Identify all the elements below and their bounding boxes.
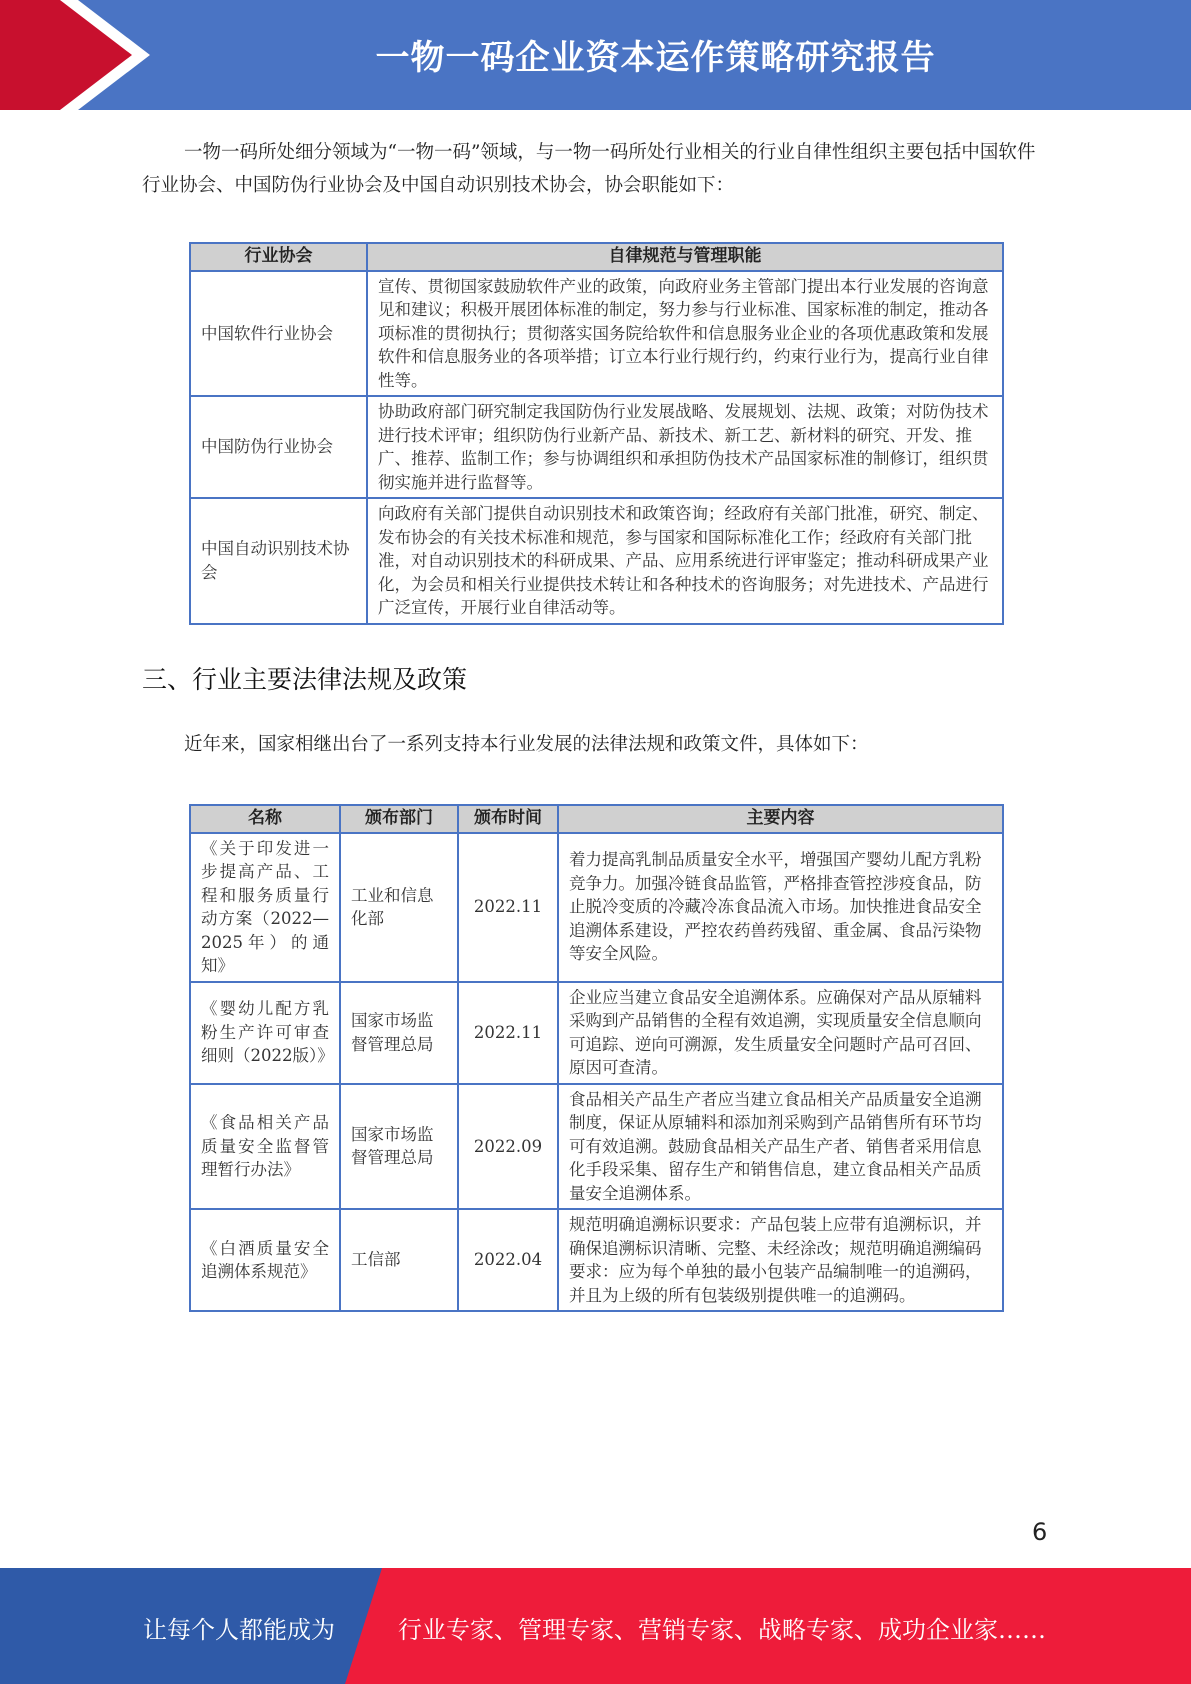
policy-content: 规范明确追溯标识要求：产品包装上应带有追溯标识，并确保追溯标识清晰、完整、未经涂改；规范明确追溯编码要求：应为每个单独的最小包装产品编制唯一的追溯码，并且为上级的所有包装级别提供唯一的追溯码。 [558,1209,1003,1311]
section-intro: 近年来，国家相继出台了一系列支持本行业发展的法律法规和政策文件，具体如下： [184,734,869,755]
policy-content: 食品相关产品生产者应当建立食品相关产品质量安全追溯制度，保证从原辅料和添加剂采购到产品销售所有环节均可有效追溯。鼓励食品相关产品生产者、销售者采用信息化手段采集、留存生产和销售信息，建立食品相关产品质量安全追溯体系。 [558,1084,1003,1210]
policy-department: 国家市场监督管理总局 [340,1084,458,1210]
association-description: 协助政府部门研究制定我国防伪行业发展战略、发展规划、法规、政策；对防伪技术进行技术评审；组织防伪行业新产品、新技术、新工艺、新材料的研究、开发、推广、推荐、监制工作；参与协调组织和承担防伪技术产品国家标准的制修订，组织贯彻实施并进行监督等。 [367,396,1003,498]
policy-name: 《食品相关产品质量安全监督管理暂行办法》 [190,1084,340,1210]
association-name: 中国自动识别技术协会 [190,498,367,624]
table-row [190,982,1003,1084]
policy-name: 《关于印发进一步提高产品、工程和服务质量行动方案（2022—2025年）的通知》 [190,833,340,982]
table-row [190,396,1003,498]
policy-table [189,804,1004,1312]
column-header: 颁布时间 [458,805,558,833]
section-heading: 三、行业主要法律法规及政策 [142,665,468,694]
policy-name: 《白酒质量安全追溯体系规范》 [190,1209,340,1311]
column-header: 名称 [190,805,340,833]
column-header: 颁布部门 [340,805,458,833]
table-row [190,833,1003,982]
table-row [190,1209,1003,1311]
association-table [189,242,1004,625]
table-header-row [190,805,1003,833]
policy-date: 2022.11 [458,982,558,1084]
policy-name: 《婴幼儿配方乳粉生产许可审查细则（2022版）》 [190,982,340,1084]
association-description: 宣传、贯彻国家鼓励软件产业的政策，向政府业务主管部门提出本行业发展的咨询意见和建议；积极开展团体标准的制定，努力参与行业标准、国家标准的制定，推动各项标准的贯彻执行；贯彻落实国务院给软件和信息服务业企业的各项优惠政策和发展软件和信息服务业的各项举措；订立本行业行规行约，约束行业行为，提高行业自律性等。 [367,271,1003,397]
association-name: 中国防伪行业协会 [190,396,367,498]
page-header [0,0,1191,110]
policy-department: 工业和信息化部 [340,833,458,982]
table-row [190,498,1003,624]
policy-content: 企业应当建立食品安全追溯体系。应确保对产品从原辅料采购到产品销售的全程有效追溯，实现质量安全信息顺向可追踪、逆向可溯源，发生质量安全问题时产品可召回、原因可查清。 [558,982,1003,1084]
column-header: 自律规范与管理职能 [367,243,1003,271]
table-row [190,271,1003,397]
association-description: 向政府有关部门提供自动识别技术和政策咨询；经政府有关部门批准，研究、制定、发布协会的有关技术标准和规范，参与国家和国际标准化工作；经政府有关部门批准，对自动识别技术的科研成果、产品、应用系统进行评审鉴定；推动科研成果产业化，为会员和相关行业提供技术转让和各种技术的咨询服务；对先进技术、产品进行广泛宣传，开展行业自律活动等。 [367,498,1003,624]
column-header: 行业协会 [190,243,367,271]
policy-department: 国家市场监督管理总局 [340,982,458,1084]
policy-date: 2022.11 [458,833,558,982]
policy-date: 2022.09 [458,1084,558,1210]
footer-slogan-left: 让每个人都能成为 [143,1616,335,1644]
intro-paragraph: 一物一码所处细分领域为“一物一码”领域，与一物一码所处行业相关的行业自律性组织主要包括中国软件行业协会、中国防伪行业协会及中国自动识别技术协会，协会职能如下： [142,142,1036,196]
page-footer [0,1568,1191,1684]
table-row [190,1084,1003,1210]
column-header: 主要内容 [558,805,1003,833]
page-number: 6 [1032,1518,1048,1546]
policy-content: 着力提高乳制品质量安全水平，增强国产婴幼儿配方乳粉竞争力。加强冷链食品监管，严格排查管控涉疫食品，防止脱冷变质的冷藏冷冻食品流入市场。加快推进食品安全追溯体系建设，严控农药兽药残留、重金属、食品污染物等安全风险。 [558,833,1003,982]
document-title: 一物一码企业资本运作策略研究报告 [375,38,936,78]
footer-slogan-right: 行业专家、管理专家、营销专家、战略专家、成功企业家…… [398,1616,1046,1644]
policy-date: 2022.04 [458,1209,558,1311]
association-name: 中国软件行业协会 [190,271,367,397]
table-header-row [190,243,1003,271]
policy-department: 工信部 [340,1209,458,1311]
